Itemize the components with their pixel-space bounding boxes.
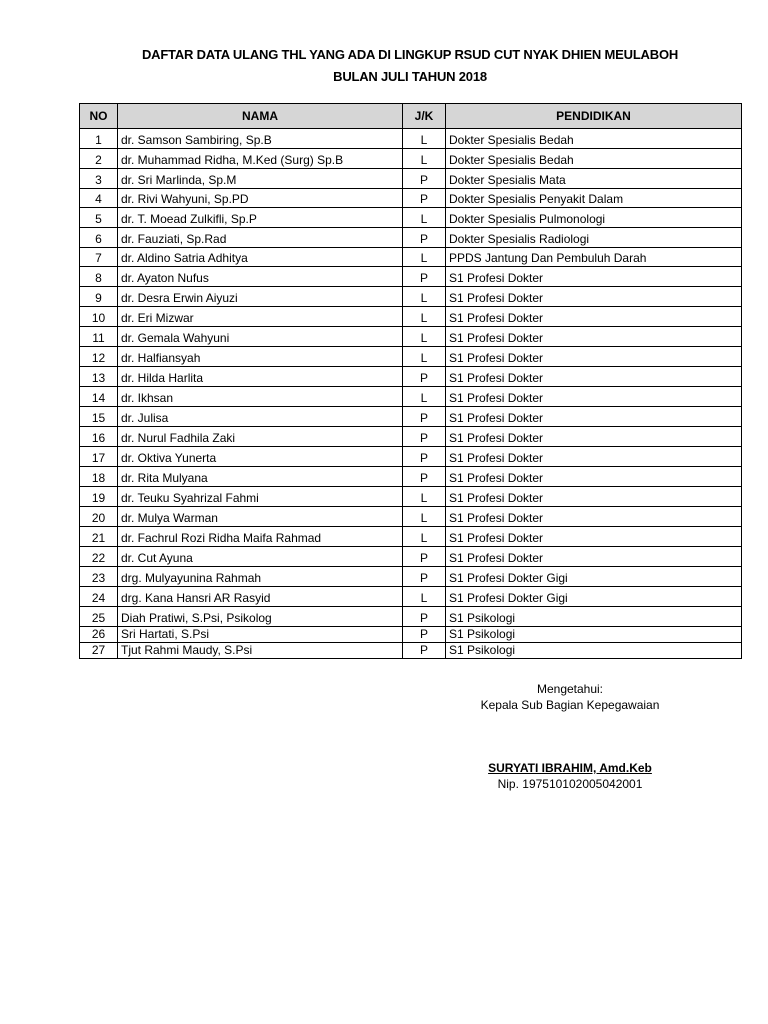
cell-pendidikan: Dokter Spesialis Bedah xyxy=(446,129,742,149)
cell-jk: L xyxy=(403,587,446,607)
table-row xyxy=(80,169,742,189)
cell-no: 24 xyxy=(80,587,118,607)
cell-pendidikan: S1 Psikologi xyxy=(446,643,742,659)
table-row xyxy=(80,189,742,208)
cell-nama: drg. Kana Hansri AR Rasyid xyxy=(118,587,403,607)
table-row xyxy=(80,287,742,307)
table-row xyxy=(80,487,742,507)
cell-pendidikan: Dokter Spesialis Penyakit Dalam xyxy=(446,189,742,208)
cell-pendidikan: S1 Profesi Dokter xyxy=(446,347,742,367)
cell-no: 23 xyxy=(80,567,118,587)
table-row xyxy=(80,267,742,287)
cell-nama: dr. Rivi Wahyuni, Sp.PD xyxy=(118,189,403,208)
cell-pendidikan: S1 Profesi Dokter xyxy=(446,527,742,547)
cell-nama: dr. Fachrul Rozi Ridha Maifa Rahmad xyxy=(118,527,403,547)
cell-no: 10 xyxy=(80,307,118,327)
cell-no: 16 xyxy=(80,427,118,447)
cell-pendidikan: Dokter Spesialis Mata xyxy=(446,169,742,189)
table-row xyxy=(80,228,742,248)
cell-no: 8 xyxy=(80,267,118,287)
cell-no: 18 xyxy=(80,467,118,487)
cell-no: 12 xyxy=(80,347,118,367)
cell-nama: dr. Hilda Harlita xyxy=(118,367,403,387)
cell-no: 7 xyxy=(80,248,118,267)
cell-no: 13 xyxy=(80,367,118,387)
cell-no: 11 xyxy=(80,327,118,347)
cell-jk: L xyxy=(403,507,446,527)
cell-pendidikan: S1 Profesi Dokter Gigi xyxy=(446,587,742,607)
cell-jk: P xyxy=(403,267,446,287)
cell-nama: dr. Nurul Fadhila Zaki xyxy=(118,427,403,447)
cell-nama: dr. Rita Mulyana xyxy=(118,467,403,487)
cell-pendidikan: S1 Profesi Dokter xyxy=(446,447,742,467)
cell-jk: L xyxy=(403,527,446,547)
cell-nama: dr. T. Moead Zulkifli, Sp.P xyxy=(118,208,403,228)
cell-jk: L xyxy=(403,208,446,228)
cell-no: 25 xyxy=(80,607,118,627)
cell-pendidikan: Dokter Spesialis Bedah xyxy=(446,149,742,169)
cell-no: 5 xyxy=(80,208,118,228)
table-row xyxy=(80,307,742,327)
cell-pendidikan: Dokter Spesialis Pulmonologi xyxy=(446,208,742,228)
cell-jk: L xyxy=(403,149,446,169)
cell-nama: dr. Eri Mizwar xyxy=(118,307,403,327)
cell-jk: L xyxy=(403,287,446,307)
cell-no: 14 xyxy=(80,387,118,407)
cell-nama: dr. Muhammad Ridha, M.Ked (Surg) Sp.B xyxy=(118,149,403,169)
table-row xyxy=(80,627,742,643)
column-header-no: NO xyxy=(80,104,118,129)
cell-pendidikan: S1 Profesi Dokter xyxy=(446,467,742,487)
cell-nama: Tjut Rahmi Maudy, S.Psi xyxy=(118,643,403,659)
cell-nama: Sri Hartati, S.Psi xyxy=(118,627,403,643)
cell-jk: P xyxy=(403,427,446,447)
cell-no: 9 xyxy=(80,287,118,307)
cell-jk: P xyxy=(403,627,446,643)
table-row xyxy=(80,347,742,367)
table-row xyxy=(80,587,742,607)
cell-jk: L xyxy=(403,487,446,507)
cell-pendidikan: PPDS Jantung Dan Pembuluh Darah xyxy=(446,248,742,267)
cell-jk: P xyxy=(403,467,446,487)
table-row xyxy=(80,208,742,228)
cell-pendidikan: S1 Profesi Dokter xyxy=(446,287,742,307)
cell-nama: dr. Desra Erwin Aiyuzi xyxy=(118,287,403,307)
cell-nama: dr. Cut Ayuna xyxy=(118,547,403,567)
cell-jk: P xyxy=(403,228,446,248)
table-row xyxy=(80,407,742,427)
column-header-jk: J/K xyxy=(403,104,446,129)
cell-pendidikan: S1 Profesi Dokter xyxy=(446,507,742,527)
cell-pendidikan: S1 Profesi Dokter xyxy=(446,387,742,407)
cell-pendidikan: S1 Profesi Dokter xyxy=(446,267,742,287)
cell-jk: L xyxy=(403,387,446,407)
cell-jk: L xyxy=(403,327,446,347)
cell-pendidikan: S1 Profesi Dokter xyxy=(446,427,742,447)
cell-jk: P xyxy=(403,567,446,587)
cell-no: 6 xyxy=(80,228,118,248)
table-row xyxy=(80,607,742,627)
column-header-pendidikan: PENDIDIKAN xyxy=(446,104,742,129)
cell-jk: L xyxy=(403,307,446,327)
acknowledged-label: Mengetahui: xyxy=(536,682,604,696)
cell-no: 2 xyxy=(80,149,118,169)
cell-no: 3 xyxy=(80,169,118,189)
cell-nama: dr. Ayaton Nufus xyxy=(118,267,403,287)
signer-position: Kepala Sub Bagian Kepegawaian xyxy=(480,698,660,712)
cell-jk: P xyxy=(403,447,446,467)
cell-no: 26 xyxy=(80,627,118,643)
signer-nip: Nip. 197510102005042001 xyxy=(497,777,643,791)
cell-jk: P xyxy=(403,189,446,208)
table-row xyxy=(80,149,742,169)
cell-nama: dr. Julisa xyxy=(118,407,403,427)
table-row xyxy=(80,467,742,487)
cell-pendidikan: S1 Profesi Dokter xyxy=(446,327,742,347)
cell-no: 4 xyxy=(80,189,118,208)
table-row xyxy=(80,567,742,587)
cell-nama: dr. Samson Sambiring, Sp.B xyxy=(118,129,403,149)
cell-jk: L xyxy=(403,129,446,149)
cell-jk: P xyxy=(403,367,446,387)
cell-no: 22 xyxy=(80,547,118,567)
document-title: DAFTAR DATA ULANG THL YANG ADA DI LINGKUP RSUD CUT NYAK DHIEN MEULABOH xyxy=(141,47,679,62)
cell-nama: dr. Ikhsan xyxy=(118,387,403,407)
table-row xyxy=(80,327,742,347)
column-header-nama: NAMA xyxy=(118,104,403,129)
cell-nama: dr. Halfiansyah xyxy=(118,347,403,367)
table-row xyxy=(80,248,742,267)
cell-pendidikan: S1 Psikologi xyxy=(446,607,742,627)
cell-no: 15 xyxy=(80,407,118,427)
cell-jk: P xyxy=(403,547,446,567)
cell-pendidikan: Dokter Spesialis Radiologi xyxy=(446,228,742,248)
cell-jk: P xyxy=(403,407,446,427)
cell-pendidikan: S1 Profesi Dokter Gigi xyxy=(446,567,742,587)
table-row xyxy=(80,643,742,659)
cell-nama: dr. Aldino Satria Adhitya xyxy=(118,248,403,267)
table-row xyxy=(80,527,742,547)
cell-no: 21 xyxy=(80,527,118,547)
table-row xyxy=(80,387,742,407)
table-row xyxy=(80,547,742,567)
cell-no: 1 xyxy=(80,129,118,149)
cell-nama: dr. Mulya Warman xyxy=(118,507,403,527)
cell-pendidikan: S1 Profesi Dokter xyxy=(446,547,742,567)
table-row xyxy=(80,129,742,149)
cell-nama: dr. Gemala Wahyuni xyxy=(118,327,403,347)
cell-no: 27 xyxy=(80,643,118,659)
cell-nama: dr. Fauziati, Sp.Rad xyxy=(118,228,403,248)
table-row xyxy=(80,507,742,527)
cell-nama: dr. Teuku Syahrizal Fahmi xyxy=(118,487,403,507)
cell-no: 20 xyxy=(80,507,118,527)
cell-pendidikan: S1 Profesi Dokter xyxy=(446,367,742,387)
cell-nama: dr. Oktiva Yunerta xyxy=(118,447,403,467)
table-row xyxy=(80,447,742,467)
cell-jk: L xyxy=(403,347,446,367)
document-subtitle: BULAN JULI TAHUN 2018 xyxy=(333,69,487,84)
cell-jk: P xyxy=(403,607,446,627)
table-row xyxy=(80,427,742,447)
cell-nama: drg. Mulyayunina Rahmah xyxy=(118,567,403,587)
cell-nama: Diah Pratiwi, S.Psi, Psikolog xyxy=(118,607,403,627)
cell-nama: dr. Sri Marlinda, Sp.M xyxy=(118,169,403,189)
cell-pendidikan: S1 Profesi Dokter xyxy=(446,307,742,327)
staff-table xyxy=(79,103,742,659)
signer-name: SURYATI IBRAHIM, Amd.Keb xyxy=(488,761,652,775)
cell-pendidikan: S1 Profesi Dokter xyxy=(446,487,742,507)
cell-jk: P xyxy=(403,643,446,659)
table-row xyxy=(80,367,742,387)
cell-no: 19 xyxy=(80,487,118,507)
cell-pendidikan: S1 Profesi Dokter xyxy=(446,407,742,427)
cell-pendidikan: S1 Psikologi xyxy=(446,627,742,643)
table-header-row xyxy=(80,104,742,129)
cell-jk: P xyxy=(403,169,446,189)
cell-jk: L xyxy=(403,248,446,267)
cell-no: 17 xyxy=(80,447,118,467)
